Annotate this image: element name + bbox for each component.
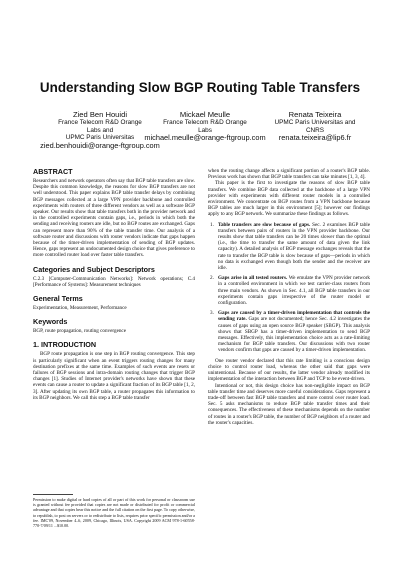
author-3 <box>255 110 375 143</box>
keywords-text: BGP, route propagation, routing convergence <box>33 328 126 335</box>
footnote-rule <box>33 494 73 495</box>
finding-item <box>208 275 370 306</box>
author-affiliation: UPMC Paris Universitas and <box>274 119 356 126</box>
author-name: Renata Teixeira <box>288 110 342 119</box>
author-affiliation: Labs and <box>86 126 114 134</box>
categories-text: C.2.3 [Computer-Communication Networks]: Network operations; C.4 [Performance of Systems]: Measurement techniques <box>33 275 195 288</box>
finding-lead: Table transfers are slow because of gaps. <box>218 221 311 228</box>
author-affiliation: France Telecom R&D Orange <box>163 119 247 126</box>
author-affiliation: France Telecom R&D Orange <box>58 119 142 126</box>
author-2 <box>140 110 270 143</box>
author-email: renata.teixeira@lip6.fr <box>278 133 352 142</box>
paper-title: Understanding Slow BGP Routing Table Transfers <box>39 80 361 95</box>
introduction-heading: 1. INTRODUCTION <box>33 340 97 350</box>
keywords-heading: Keywords <box>33 317 68 327</box>
author-name: Mickael Meulle <box>179 110 231 119</box>
abstract-heading: ABSTRACT <box>33 167 73 176</box>
terms-heading: General Terms <box>33 294 83 304</box>
right-column <box>208 168 370 426</box>
finding-lead: Gaps arise in all tested routers. <box>218 275 288 282</box>
author-affiliation: CNRS <box>305 126 325 134</box>
copyright-footnote: Permission to make digital or hard copies of all or part of this work for personal or classroom use is granted without fee provided that copies are not made or distributed for profit or commercial advantage and that copies bear this notice and the full citation on the first page. To copy otherwise, to republish, to post on servers or to redistribute to lists, requires prior specific permission and/or a fee. IMC'09, November 4–6, 2009, Chicago, Illinois, USA. Copyright 2009 ACM 978-1-60558-770-7/09/11 ...$10.00. <box>33 497 195 529</box>
finding-text: We emulate the VPN provider network in a controlled environment in which we test carrier-class routers from three main vendors. As shown in Sec. 4.1, all BGP table transfers in our experiments contain gaps irrespective of the router model or configuration. <box>218 275 371 307</box>
finding-number: 3. <box>210 310 214 317</box>
author-affiliation: Labs <box>198 126 212 134</box>
findings-list <box>208 222 370 354</box>
author-block <box>40 110 370 160</box>
introduction-paragraph: BGP route propagation is one step in BGP routing convergence. This step is particularly significant when an event triggers routing changes for many destination prefixes at the same time. Examples of such events are resets or failures of BGP sessions and intra-domain routing changes that trigger BGP changes [1]. Studies of Internet provider's networks have shown that these events can cause a router to update a significant fraction of its BGP table [1, 2, 3]. After updating its own BGP table, a router propagates this information to its BGP neighbors. We call this step a BGP table transfer <box>33 351 195 401</box>
body-paragraph: This paper is the first to investigate the reasons of slow BGP table transfers. We combine BGP data collected at the backbone of a large VPN provider with experiments with different router models in a controlled environment. We concentrate on BGP routes from a VPN backbone because BGP tables are much larger in this environment [5]; however our findings apply to any BGP network. We summarize these findings as follows. <box>208 180 370 218</box>
author-affiliation: UPMC Paris Universitas <box>65 134 135 141</box>
abstract-text: Researchers and network operators often say that BGP table transfers are slow. Despite this common knowledge, the reasons for slow BGP transfers are not well understood. This paper explains BGP table transfer delays by combining BGP messages collected at a large VPN provider backbone and controlled experiments with routers of three different vendors as well as a software BGP speaker. Our results show that table transfers both in the provider network and in the controlled experiments contain gaps, i.e., periods in which both the sending and receiving routers are idle, but no BGP routes are exchanged. Gaps can represent more than 90% of the table transfer time. Our analysis of a software router and discussions with router vendors indicate that gaps happen because of the timer-driven implementation of sending of BGP updates. Hence, gaps represent an undocumented design choice that gives preference to more controlled router load over faster table transfers. <box>33 178 195 259</box>
finding-number: 2. <box>210 275 214 282</box>
finding-text: Sec. 2 examines BGP table transfers between pairs of routers in the VPN provider backbone. Our results show that table transfers can be 20 times slower than the optimal (i.e., the time to transfer the same amount of data given the link capacity). A detailed analysis of BGP message exchanges reveals that the rate to transfer the BGP table is slow because of gaps—periods in which no data is exchanged even though both the sender and the receiver are idle. <box>218 221 370 272</box>
body-paragraph: when the routing change affects a significant portion of a router's BGP table. Previous work has shown that BGP table transfers can take minutes [1, 3, 4]. <box>208 168 370 181</box>
body-paragraph: One router vendor declared that this rate limiting is a conscious design choice to control router load, whereas the other said that gaps were unintentional. Because of our results, the latter vendor already modified its implementation of the interaction between BGP and TCP to be event-driven. <box>208 357 370 383</box>
left-column <box>33 168 195 401</box>
author-email: zied.benhouidi@orange-ftgroup.com <box>40 140 160 150</box>
author-name: Zied Ben Houidi <box>72 110 128 119</box>
categories-heading: Categories and Subject Descriptors <box>33 264 155 274</box>
finding-text: Gaps are not documented; hence Sec. 4.2 investigates the causes of gaps using an open source BGP speaker (SBGP). This analysis shows that SBGP has a timer-driven implementation to send BGP messages. Effectively, this implementation choice acts as a rate-limiting mechanism for BGP table transfers. Our discussions with two router vendors confirm that gaps are caused by a timer-driven implementation. <box>218 316 370 354</box>
terms-text: Experimentation, Measurement, Performance <box>33 305 127 312</box>
finding-item <box>208 310 370 353</box>
body-paragraph: Intentional or not, this design choice has non-negligible impact on BGP table transfer time and deserves more careful considerations. Gaps represent a trade-off between fast BGP table transfers and more control over router load. Sec. 5 asks mechanisms to reduce BGP table transfer times and their consequences. The effectiveness of these mechanisms depends on the number of routes in a router's BGP table, the number of BGP neighbors of a router and the router's capacities. <box>208 382 370 426</box>
author-email: michael.meulle@orange-ftgroup.com <box>144 133 266 142</box>
finding-number: 1. <box>210 221 214 228</box>
finding-lead: Gaps are caused by a timer-driven implementation that controls the sending rate. <box>218 310 370 323</box>
finding-item <box>208 222 370 272</box>
